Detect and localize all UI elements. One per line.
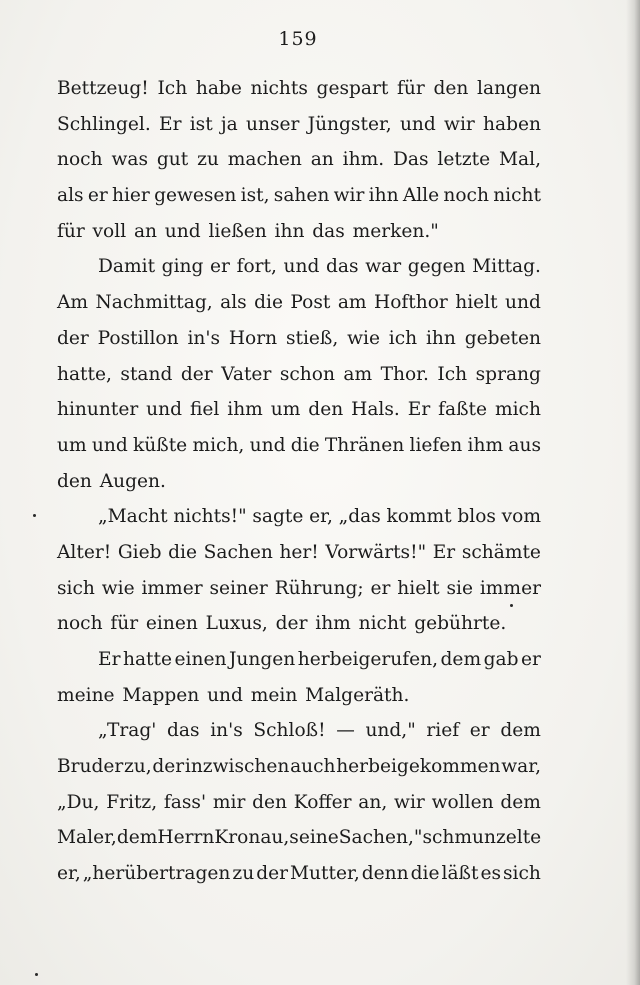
word: her! — [279, 541, 319, 563]
text-line — [57, 214, 541, 250]
text-line — [57, 713, 541, 749]
word: immer — [141, 577, 203, 599]
word: das — [326, 256, 359, 278]
word: vom — [501, 506, 541, 528]
text-line — [57, 642, 541, 678]
word: und — [146, 399, 183, 421]
word: schämte — [461, 541, 541, 563]
word: die — [168, 541, 198, 563]
text-line — [57, 71, 541, 107]
word: er — [370, 577, 391, 599]
word: „herübertragen — [82, 863, 231, 885]
word: liefen — [409, 434, 463, 456]
word: gegen — [407, 256, 466, 278]
word: noch — [443, 185, 489, 207]
text-line — [57, 571, 541, 607]
word: dem — [500, 791, 541, 813]
word: aus — [508, 434, 541, 456]
text-line — [57, 464, 541, 500]
word: der — [256, 863, 288, 885]
word: „Du, — [57, 791, 100, 813]
word: voll — [92, 220, 127, 242]
word: Alle — [402, 185, 440, 207]
word: mir — [212, 791, 246, 813]
word: Mappen — [122, 684, 200, 706]
word: Fritz, — [106, 791, 158, 813]
word: mich, — [192, 434, 245, 456]
word: nichts — [250, 78, 308, 99]
page-edge-shadow — [626, 0, 640, 985]
text-line — [57, 392, 541, 428]
word: die — [254, 292, 283, 314]
word: ihm — [315, 613, 351, 635]
word: denn — [361, 863, 409, 885]
word: Schloß! — [253, 720, 326, 742]
text-line — [57, 249, 541, 285]
word: Ich — [157, 78, 188, 99]
word: und," — [365, 720, 416, 742]
word: merken." — [352, 220, 439, 242]
word: und — [283, 256, 320, 278]
word: dem — [116, 827, 158, 849]
word: sahen — [273, 185, 330, 207]
word: läßt — [441, 863, 479, 885]
word: in's — [187, 327, 221, 349]
word: als — [220, 292, 247, 314]
word: und — [249, 434, 286, 456]
word: nichts!" — [173, 506, 247, 528]
word: Sachen," — [338, 827, 423, 849]
page-number: 159 — [278, 28, 318, 50]
print-speck — [33, 514, 36, 517]
word: Rührung; — [274, 577, 364, 599]
word: herbeigekommen — [336, 756, 501, 778]
word: dem — [440, 649, 482, 670]
word: meine — [57, 684, 115, 706]
word: unser — [246, 113, 300, 135]
word: Jüngster, — [307, 113, 392, 135]
word: sich — [57, 577, 95, 599]
word: um — [57, 434, 87, 456]
word: Mutter, — [290, 863, 360, 885]
word: hielt — [397, 577, 440, 599]
word: noch — [57, 613, 103, 635]
word: war, — [501, 756, 541, 778]
print-speck — [510, 604, 513, 607]
text-line — [57, 285, 541, 321]
word: zu, — [124, 756, 152, 778]
word: für — [110, 613, 139, 635]
word: an — [310, 149, 334, 171]
word: auch — [290, 756, 336, 778]
word: wie — [101, 577, 135, 599]
word: ging — [161, 256, 204, 278]
word: war — [365, 256, 402, 278]
text-line — [57, 142, 541, 178]
word: Luxus, — [205, 613, 268, 635]
word: inzwischen — [184, 756, 290, 778]
word: Horn — [228, 327, 278, 349]
word: mein — [250, 684, 298, 706]
word: was — [111, 149, 148, 171]
text-line — [57, 749, 541, 785]
text-line — [57, 820, 541, 856]
text-line — [57, 428, 541, 464]
text-line — [57, 178, 541, 214]
word: ja — [220, 113, 238, 135]
word: ich — [388, 327, 418, 349]
word: Schlingel. — [57, 113, 151, 135]
word: stieß, — [285, 327, 339, 349]
word: faßte — [438, 399, 488, 421]
word: ihn — [274, 220, 305, 242]
word: ihm — [227, 399, 263, 421]
word: und — [164, 220, 201, 242]
text-line — [57, 678, 541, 714]
word: der — [180, 363, 213, 385]
word: „das — [338, 506, 381, 528]
word: Jungen — [228, 649, 296, 670]
text-line — [57, 499, 541, 535]
word: nicht — [358, 613, 407, 635]
word: stand — [120, 363, 173, 385]
text-line — [57, 357, 541, 393]
word: er, — [309, 506, 333, 528]
word: Damit — [98, 256, 156, 278]
word: Kronau, — [214, 827, 290, 849]
word: Hals. — [351, 399, 400, 421]
word: den — [308, 399, 344, 421]
word: am — [343, 363, 373, 385]
word: Mittag. — [472, 256, 541, 278]
word: Nachmittag, — [95, 292, 213, 314]
word: sagte — [252, 506, 304, 528]
word: und — [207, 684, 243, 706]
word: sie — [446, 577, 473, 599]
word: blos — [457, 506, 496, 528]
word: den — [433, 78, 469, 99]
word: einen — [174, 649, 227, 670]
word: schmunzelte — [422, 827, 542, 849]
word: Post — [290, 292, 331, 314]
word: sich — [503, 863, 541, 885]
print-speck — [35, 973, 38, 976]
word: er — [210, 256, 230, 278]
word: ist, — [240, 185, 270, 207]
word: wir — [444, 113, 475, 135]
word: Er — [98, 649, 121, 670]
text-line — [57, 321, 541, 357]
word: „Macht — [98, 506, 168, 528]
word: Gieb — [117, 541, 162, 563]
word: an — [133, 220, 157, 242]
word: Er — [159, 113, 182, 135]
word: den — [57, 470, 92, 492]
text-line — [57, 785, 541, 821]
word: Koffer — [293, 791, 352, 813]
word: zu — [197, 149, 219, 171]
word: machen — [227, 149, 302, 171]
word: und — [91, 434, 128, 456]
word: Am — [57, 292, 89, 314]
word: als — [57, 185, 84, 207]
word: hinunter — [57, 399, 139, 421]
word: gebeten — [464, 327, 541, 349]
word: seiner — [209, 577, 268, 599]
word: Mal, — [499, 149, 541, 171]
word: Augen. — [99, 470, 166, 492]
word: kommt — [386, 506, 452, 528]
word: wollen — [431, 791, 494, 813]
word: einen — [145, 613, 198, 635]
word: hielt — [455, 292, 498, 314]
word: Sachen — [203, 541, 273, 563]
body-text — [57, 71, 541, 892]
word: Malgeräth. — [305, 684, 410, 706]
word: um — [270, 399, 301, 421]
word: für — [397, 78, 425, 99]
word: nicht — [493, 185, 541, 207]
word: fass' — [163, 791, 207, 813]
word: gebührte. — [414, 613, 507, 635]
word: der — [152, 756, 185, 778]
word: ihn — [368, 185, 399, 207]
word: rief — [426, 720, 460, 742]
word: mich — [494, 399, 541, 421]
word: fort, — [236, 256, 277, 278]
word: küßte — [133, 434, 188, 456]
word: Vorwärts!" — [325, 541, 427, 563]
text-line — [57, 606, 541, 642]
word: fiel — [189, 399, 220, 421]
word: Maler, — [57, 827, 117, 849]
word: langen — [477, 78, 541, 99]
word: gut — [156, 149, 189, 171]
word: in's — [210, 720, 243, 742]
word: Thor. — [380, 363, 429, 385]
word: ist — [189, 113, 213, 135]
word: wir — [394, 791, 425, 813]
word: sprang — [475, 363, 541, 385]
text-line — [57, 856, 541, 892]
word: Er — [407, 399, 431, 421]
word: die — [410, 863, 440, 885]
word: für — [57, 220, 85, 242]
word: herbeigerufen, — [297, 649, 439, 670]
word: Bettzeug! — [57, 78, 149, 99]
word: und — [399, 113, 436, 135]
word: hatte, — [57, 363, 112, 385]
word: das — [167, 720, 200, 742]
word: Das — [393, 149, 429, 171]
word: schon — [279, 363, 335, 385]
word: „Trag' — [98, 720, 157, 742]
word: der — [57, 327, 89, 349]
word: er, — [57, 863, 81, 885]
word: am — [337, 292, 367, 314]
word: noch — [57, 149, 103, 171]
word: Hofthor — [373, 292, 448, 314]
word: die — [290, 434, 320, 456]
word: Postillon — [97, 327, 179, 349]
word: gab — [483, 649, 519, 670]
word: haben — [483, 113, 541, 135]
word: gespart — [316, 78, 389, 99]
word: Vater — [221, 363, 272, 385]
word: Thränen — [324, 434, 405, 456]
word: ließen — [208, 220, 267, 242]
word: Alter! — [57, 541, 112, 563]
word: wir — [333, 185, 365, 207]
word: er — [469, 720, 490, 742]
word: Bruder — [57, 756, 124, 778]
word: hier — [111, 185, 150, 207]
word: wie — [347, 327, 380, 349]
word: immer — [479, 577, 541, 599]
word: das — [312, 220, 345, 242]
word: er — [87, 185, 108, 207]
word: zu — [232, 863, 255, 885]
word: Er — [432, 541, 456, 563]
word: der — [275, 613, 308, 635]
word: habe — [195, 78, 242, 99]
word: Ich — [437, 363, 468, 385]
word: Herrn — [157, 827, 215, 849]
word: dem — [500, 720, 541, 742]
word: an, — [358, 791, 388, 813]
word: ihm. — [342, 149, 385, 171]
word: — — [336, 720, 355, 742]
text-line — [57, 535, 541, 571]
word: seine — [289, 827, 339, 849]
word: ihm — [467, 434, 504, 456]
word: den — [252, 791, 288, 813]
word: hatte — [122, 649, 172, 670]
word: letzte — [437, 149, 491, 171]
word: es — [480, 863, 501, 885]
word: gewesen — [154, 185, 237, 207]
word: und — [505, 292, 541, 314]
word: ihn — [425, 327, 456, 349]
text-line — [57, 107, 541, 143]
word: er — [521, 649, 541, 670]
